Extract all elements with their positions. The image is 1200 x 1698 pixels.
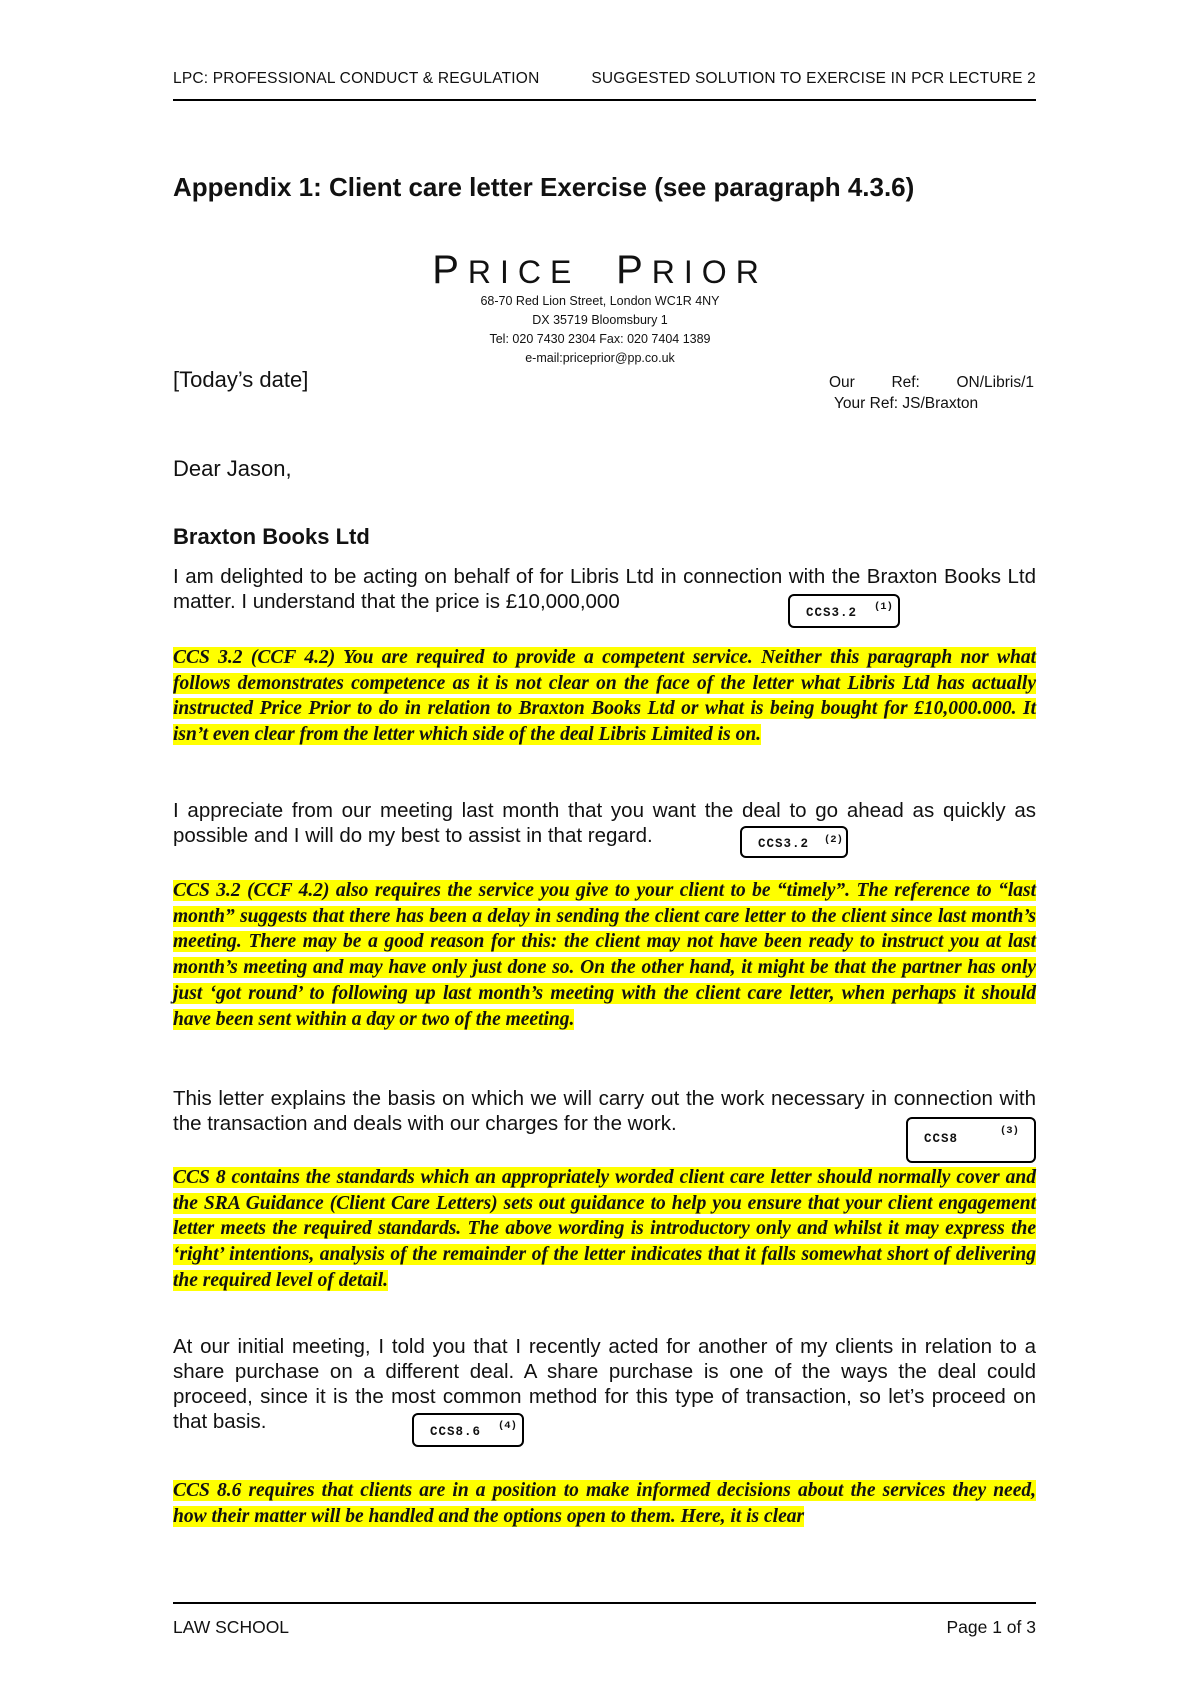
firm-name: PRICE PRIOR [432,248,768,292]
footer-divider [173,1602,1036,1604]
firm-email: e-mail:priceprior@pp.co.uk [525,351,675,365]
commentary-3: CCS 8 contains the standards which an appropriately worded client care letter should normally cover and the SRA Guidance (Client Care Letters) sets out guidance to help you ensure that your client engagement letter meets the required standards. The above wording is introductory only and whilst it may express the ‘right’ intentions, analysis of the remainder of the letter indicates that it falls somewhat short of delivering the required level of detail. [173,1167,1036,1291]
header-course: LPC: PROFESSIONAL CONDUCT & REGULATION [173,70,540,87]
footer-school: LAW SCHOOL [173,1617,290,1637]
header-divider [173,99,1036,101]
ccs-marker-1: CCS3.2 (1) [788,594,900,628]
our-reference: Our Ref: ON/Libris/1 [829,374,1034,391]
page-number: Page 1 of 3 [946,1617,1036,1637]
salutation: Dear Jason, [173,456,292,481]
commentary-1: CCS 3.2 (CCF 4.2) You are required to provide a competent service. Neither this paragraph nor what follows demonstrates competence as it is not clear on the face of the letter what Libris Ltd has actually instructed Price Prior to do in relation to Braxton Books Ltd or what is being bought for £10,000.000. It isn’t even clear from the letter which side of the deal Libris Limited is on. [173,647,1036,746]
page-title: Appendix 1: Client care letter Exercise (see paragraph 4.3.6) [173,172,915,202]
firm-dx: DX 35719 Bloomsbury 1 [532,313,668,327]
ccs-marker-4: CCS8.6 (4) [412,1413,524,1447]
your-reference: Your Ref: JS/Braxton [834,395,979,412]
letter-paragraph-2: I appreciate from our meeting last month that you want the deal to go ahead as quickly as possible and I will do my best to assist in that regard. [173,799,1036,847]
header-document: SUGGESTED SOLUTION TO EXERCISE IN PCR LECTURE 2 [591,70,1036,87]
commentary-2: CCS 3.2 (CCF 4.2) also requires the service you give to your client to be “timely”. The reference to “last month” suggests that there has been a delay in sending the client care letter to the client since last month’s meeting. There may be a good reason for this: the client may not have been ready to instruct you at last month’s meeting and may have only just done so. On the other hand, it might be that the partner has only just ‘got round’ to following up last month’s meeting with the client care letter, when perhaps it should have been sent within a day or two of the meeting. [173,880,1036,1030]
letter-paragraph-3: This letter explains the basis on which we will carry out the work necessary in connection with the transaction and deals with our charges for the work. [173,1087,1036,1135]
firm-address: 68-70 Red Lion Street, London WC1R 4NY [480,294,720,308]
page-header [173,70,1036,88]
commentary-4: CCS 8.6 requires that clients are in a position to make informed decisions about the services they need, how their matter will be handled and the options open to them. Here, it is clear [173,1480,1036,1527]
subject-heading: Braxton Books Ltd [173,524,370,549]
firm-tel-fax: Tel: 020 7430 2304 Fax: 020 7404 1389 [489,332,711,346]
letter-paragraph-1: I am delighted to be acting on behalf of for Libris Ltd in connection with the Braxton Books Ltd matter. I understand that the price is £10,000,000 [173,565,1036,613]
ccs-marker-3: CCS8 (3) [906,1117,1036,1163]
ccs-marker-2: CCS3.2 (2) [740,826,848,858]
letter-date: [Today’s date] [173,367,309,392]
letter-paragraph-4: At our initial meeting, I told you that I recently acted for another of my clients in relation to a share purchase on a different deal. A share purchase is one of the ways the deal could proceed, since it is the most common method for this type of transaction, so let’s proceed on that basis. [173,1335,1036,1433]
